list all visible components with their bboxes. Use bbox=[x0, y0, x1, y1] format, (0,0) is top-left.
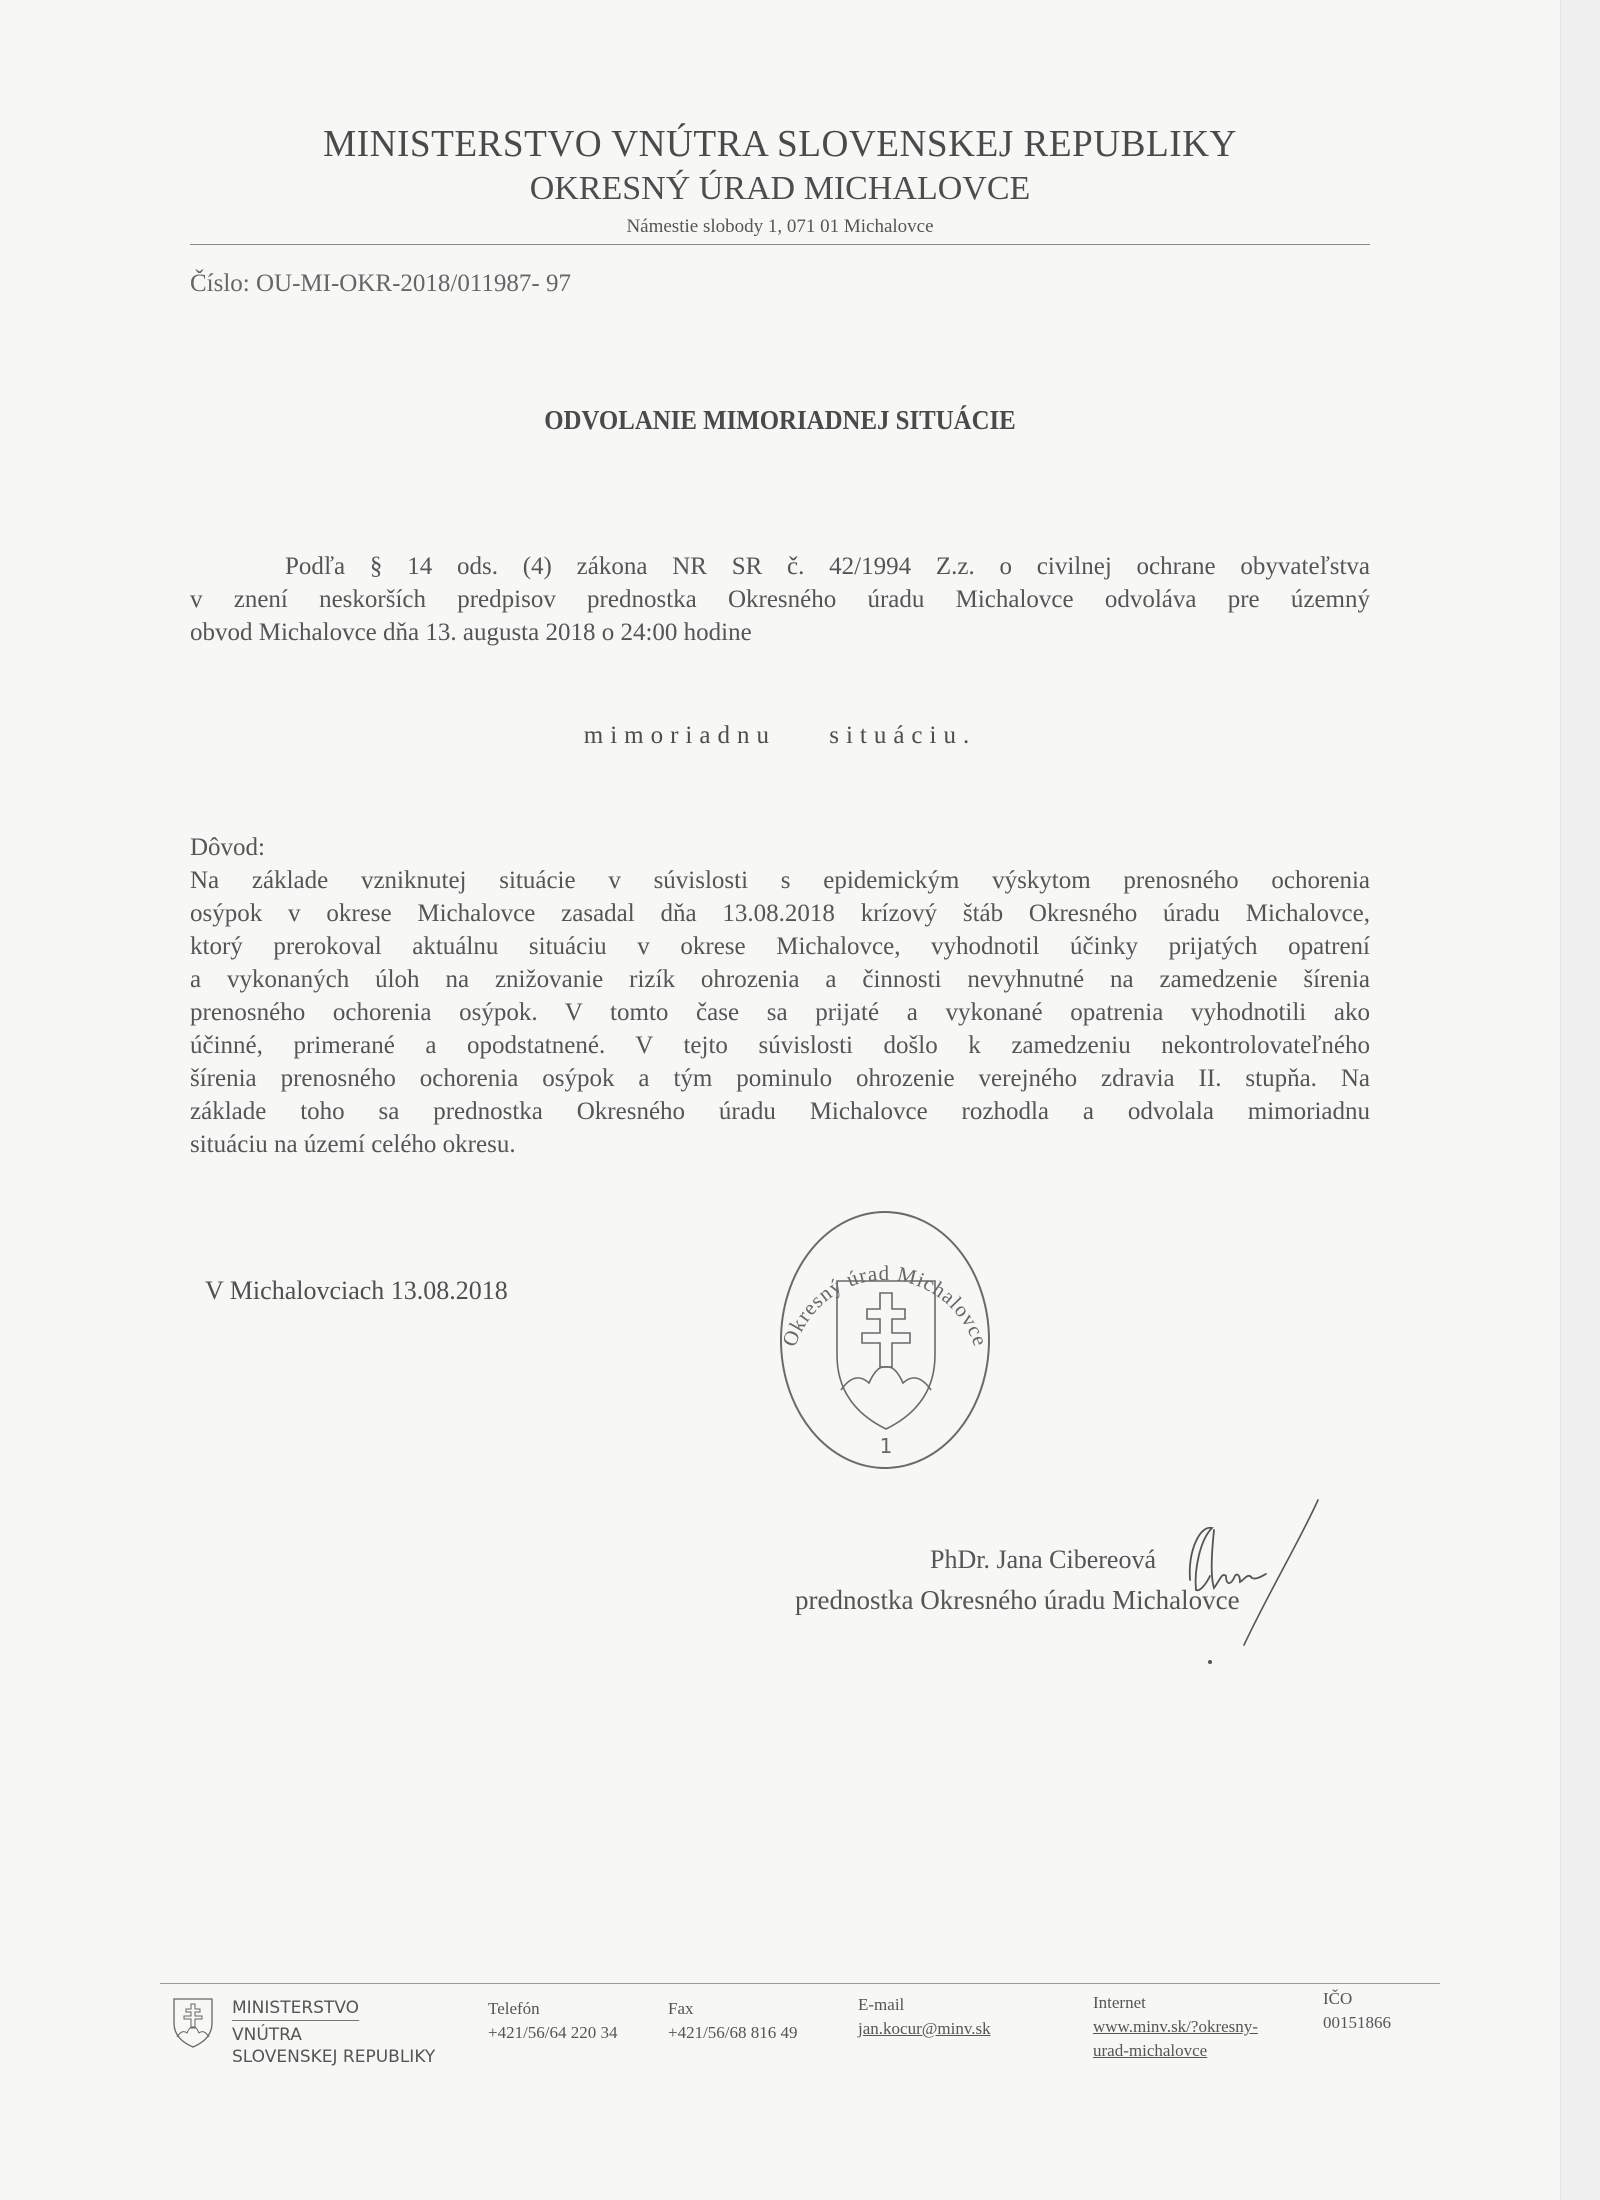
internet-link[interactable]: urad-michalovce bbox=[1093, 2041, 1208, 2060]
emphasis-text bbox=[0, 722, 1560, 750]
footer-email bbox=[858, 1993, 991, 2041]
official-stamp bbox=[755, 1205, 1015, 1475]
letterhead-footer bbox=[160, 1983, 1440, 2093]
emphasis-word: mimoriadnu bbox=[583, 722, 776, 749]
stamp-number: 1 bbox=[879, 1434, 893, 1458]
signature bbox=[1170, 1480, 1330, 1650]
email-link[interactable]: jan.kocur@minv.sk bbox=[858, 2019, 991, 2038]
ministry-coat-of-arms-icon bbox=[172, 1997, 214, 2049]
ico-label: IČO bbox=[1323, 1989, 1353, 2008]
office-address: Námestie slobody 1, 071 01 Michalovce bbox=[626, 216, 934, 237]
intro-paragraph bbox=[190, 550, 1370, 649]
phone-value: +421/56/64 220 34 bbox=[488, 2023, 618, 2042]
intro-line: Podľa § 14 ods. (4) zákona NR SR č. 42/1994 Z.z. o civilnej ochrane obyvateľstva bbox=[285, 553, 1370, 580]
document-title: ODVOLANIE MIMORIADNEJ SITUÁCIE bbox=[544, 405, 1016, 435]
reason-line: osýpok v okrese Michalovce zasadal dňa 13.08.2018 krízový štáb Okresného úradu Michalovce, bbox=[190, 900, 1370, 927]
ministry-logo-text bbox=[232, 1997, 435, 2068]
emphasis-word: situáciu. bbox=[829, 722, 977, 749]
reason-line: šírenia prenosného ochorenia osýpok a tým pominulo ohrozenie verejného zdravia II. stupňa. Na bbox=[190, 1065, 1370, 1092]
signatory-title: prednostka Okresného úradu Michalovce bbox=[795, 1585, 1240, 1615]
reason-line: Na základe vzniknutej situácie v súvislosti s epidemickým výskytom prenosného ochorenia bbox=[190, 867, 1370, 894]
logo-line: MINISTERSTVO bbox=[232, 1997, 359, 2021]
reason-label: Dôvod: bbox=[190, 834, 265, 861]
reference-number: Číslo: OU-MI-OKR-2018/011987- 97 bbox=[190, 270, 572, 297]
phone-label: Telefón bbox=[488, 1999, 540, 2018]
ministry-heading: MINISTERSTVO VNÚTRA SLOVENSKEJ REPUBLIKY bbox=[323, 123, 1237, 165]
reason-line: prenosného ochorenia osýpok. V tomto čase sa prijaté a vykonané opatrenia vyhodnotili ako bbox=[190, 999, 1370, 1026]
stamp-ring bbox=[781, 1212, 989, 1468]
scan-edge bbox=[1560, 0, 1600, 2200]
footer-internet bbox=[1093, 1991, 1258, 2063]
signatory-name: PhDr. Jana Cibereová bbox=[930, 1545, 1157, 1574]
ink-speck bbox=[1208, 1660, 1212, 1664]
intro-line: v znení neskorších predpisov prednostka Okresného úradu Michalovce odvoláva pre územný bbox=[190, 586, 1370, 613]
internet-label: Internet bbox=[1093, 1993, 1146, 2012]
footer-ico bbox=[1323, 1987, 1391, 2035]
logo-line: VNÚTRA bbox=[232, 2025, 302, 2045]
logo-line: SLOVENSKEJ REPUBLIKY bbox=[232, 2047, 436, 2067]
internet-link[interactable]: www.minv.sk/?okresny- bbox=[1093, 2017, 1258, 2036]
coat-of-arms-icon bbox=[837, 1281, 935, 1429]
stamp-text: Okresný úrad Michalovce bbox=[777, 1260, 993, 1350]
intro-line: obvod Michalovce dňa 13. augusta 2018 o 24:00 hodine bbox=[190, 619, 752, 646]
reason-line: a vykonaných úloh na znižovanie rizík ohrozenia a činnosti nevyhnutné na zamedzenie šírenia bbox=[190, 966, 1370, 993]
header-divider bbox=[190, 244, 1370, 245]
reason-paragraph bbox=[190, 831, 1370, 1161]
footer-fax bbox=[668, 1997, 798, 2045]
fax-value: +421/56/68 816 49 bbox=[668, 2023, 798, 2042]
reason-line: situáciu na území celého okresu. bbox=[190, 1131, 516, 1158]
reason-line: ktorý prerokoval aktuálnu situáciu v okrese Michalovce, vyhodnotil účinky prijatých opatrení bbox=[190, 933, 1370, 960]
place-date: V Michalovciach 13.08.2018 bbox=[205, 1276, 508, 1305]
reason-line: základe toho sa prednostka Okresného úradu Michalovce rozhodla a odvolala mimoriadnu bbox=[190, 1098, 1370, 1125]
fax-label: Fax bbox=[668, 1999, 694, 2018]
footer-phone bbox=[488, 1997, 618, 2045]
reason-line: účinné, primerané a opodstatnené. V tejto súvislosti došlo k zamedzeniu nekontrolovateľného bbox=[190, 1032, 1370, 1059]
email-label: E-mail bbox=[858, 1995, 905, 2014]
office-heading: OKRESNÝ ÚRAD MICHALOVCE bbox=[529, 170, 1031, 207]
ico-value: 00151866 bbox=[1323, 2013, 1391, 2032]
